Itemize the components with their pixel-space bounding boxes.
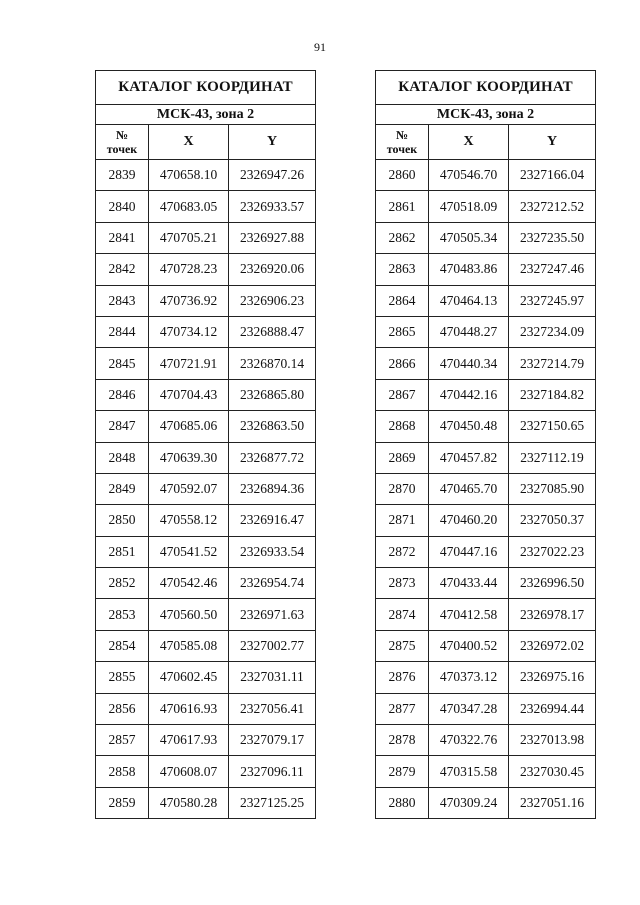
point-number-cell: 2859 — [96, 787, 149, 818]
table-row — [96, 379, 316, 410]
table-row — [376, 505, 596, 536]
y-coordinate-cell: 2327013.98 — [509, 725, 596, 756]
y-coordinate-cell: 2327212.52 — [509, 191, 596, 222]
table-row — [96, 222, 316, 253]
y-coordinate-cell: 2327125.25 — [229, 787, 316, 818]
column-header-x: X — [429, 125, 509, 160]
x-coordinate-cell: 470721.91 — [149, 348, 229, 379]
header-number-sign: № — [115, 128, 129, 142]
x-coordinate-cell: 470558.12 — [149, 505, 229, 536]
y-coordinate-cell: 2326865.80 — [229, 379, 316, 410]
x-coordinate-cell: 470347.28 — [429, 693, 509, 724]
y-coordinate-cell: 2327234.09 — [509, 316, 596, 347]
x-coordinate-cell: 470585.08 — [149, 630, 229, 661]
x-coordinate-cell: 470315.58 — [429, 756, 509, 787]
point-number-cell: 2856 — [96, 693, 149, 724]
table-row — [96, 693, 316, 724]
table-row — [96, 411, 316, 442]
table-row — [96, 348, 316, 379]
y-coordinate-cell: 2326920.06 — [229, 254, 316, 285]
table-row — [376, 693, 596, 724]
table-row — [376, 316, 596, 347]
x-coordinate-cell: 470546.70 — [429, 160, 509, 191]
point-number-cell: 2841 — [96, 222, 149, 253]
point-number-cell: 2848 — [96, 442, 149, 473]
column-header-y: Y — [509, 125, 596, 160]
y-coordinate-cell: 2327030.45 — [509, 756, 596, 787]
coordinate-catalog-table-right — [375, 70, 596, 819]
point-number-cell: 2861 — [376, 191, 429, 222]
y-coordinate-cell: 2326994.44 — [509, 693, 596, 724]
x-coordinate-cell: 470460.20 — [429, 505, 509, 536]
x-coordinate-cell: 470639.30 — [149, 442, 229, 473]
y-coordinate-cell: 2327050.37 — [509, 505, 596, 536]
point-number-cell: 2849 — [96, 473, 149, 504]
point-number-cell: 2842 — [96, 254, 149, 285]
point-number-cell: 2873 — [376, 568, 429, 599]
point-number-cell: 2857 — [96, 725, 149, 756]
x-coordinate-cell: 470541.52 — [149, 536, 229, 567]
y-coordinate-cell: 2326972.02 — [509, 630, 596, 661]
y-coordinate-cell: 2326933.57 — [229, 191, 316, 222]
x-coordinate-cell: 470483.86 — [429, 254, 509, 285]
point-number-cell: 2879 — [376, 756, 429, 787]
x-coordinate-cell: 470457.82 — [429, 442, 509, 473]
x-coordinate-cell: 470433.44 — [429, 568, 509, 599]
point-number-cell: 2846 — [96, 379, 149, 410]
y-coordinate-cell: 2326863.50 — [229, 411, 316, 442]
table-row — [376, 725, 596, 756]
y-coordinate-cell: 2326971.63 — [229, 599, 316, 630]
point-number-cell: 2875 — [376, 630, 429, 661]
table-row — [376, 222, 596, 253]
y-coordinate-cell: 2326947.26 — [229, 160, 316, 191]
header-points-label: точек — [386, 142, 418, 156]
y-coordinate-cell: 2327247.46 — [509, 254, 596, 285]
column-header-point-number — [376, 125, 429, 160]
table-row — [376, 254, 596, 285]
table-row — [376, 662, 596, 693]
point-number-cell: 2866 — [376, 348, 429, 379]
point-number-cell: 2869 — [376, 442, 429, 473]
y-coordinate-cell: 2327245.97 — [509, 285, 596, 316]
table-row — [96, 191, 316, 222]
table-row — [96, 473, 316, 504]
x-coordinate-cell: 470465.70 — [429, 473, 509, 504]
point-number-cell: 2839 — [96, 160, 149, 191]
y-coordinate-cell: 2327235.50 — [509, 222, 596, 253]
y-coordinate-cell: 2327214.79 — [509, 348, 596, 379]
table-row — [96, 725, 316, 756]
x-coordinate-cell: 470728.23 — [149, 254, 229, 285]
table-row — [376, 442, 596, 473]
y-coordinate-cell: 2326954.74 — [229, 568, 316, 599]
point-number-cell: 2874 — [376, 599, 429, 630]
column-header-x: X — [149, 125, 229, 160]
table-row — [376, 599, 596, 630]
x-coordinate-cell: 470704.43 — [149, 379, 229, 410]
y-coordinate-cell: 2327085.90 — [509, 473, 596, 504]
table-row — [96, 662, 316, 693]
x-coordinate-cell: 470412.58 — [429, 599, 509, 630]
point-number-cell: 2867 — [376, 379, 429, 410]
table-row — [376, 285, 596, 316]
x-coordinate-cell: 470309.24 — [429, 787, 509, 818]
point-number-cell: 2851 — [96, 536, 149, 567]
point-number-cell: 2871 — [376, 505, 429, 536]
point-number-cell: 2878 — [376, 725, 429, 756]
y-coordinate-cell: 2326894.36 — [229, 473, 316, 504]
table-row — [96, 160, 316, 191]
column-header-point-number — [96, 125, 149, 160]
x-coordinate-cell: 470448.27 — [429, 316, 509, 347]
y-coordinate-cell: 2327022.23 — [509, 536, 596, 567]
y-coordinate-cell: 2326978.17 — [509, 599, 596, 630]
y-coordinate-cell: 2327031.11 — [229, 662, 316, 693]
y-coordinate-cell: 2327002.77 — [229, 630, 316, 661]
table-row — [376, 473, 596, 504]
point-number-cell: 2854 — [96, 630, 149, 661]
y-coordinate-cell: 2326906.23 — [229, 285, 316, 316]
table-row — [96, 285, 316, 316]
x-coordinate-cell: 470450.48 — [429, 411, 509, 442]
point-number-cell: 2865 — [376, 316, 429, 347]
x-coordinate-cell: 470617.93 — [149, 725, 229, 756]
table-row — [96, 316, 316, 347]
header-points-label: точек — [106, 142, 138, 156]
table-subtitle: МСК-43, зона 2 — [96, 105, 316, 125]
y-coordinate-cell: 2327051.16 — [509, 787, 596, 818]
table-row — [376, 630, 596, 661]
point-number-cell: 2843 — [96, 285, 149, 316]
x-coordinate-cell: 470560.50 — [149, 599, 229, 630]
table-row — [96, 599, 316, 630]
x-coordinate-cell: 470464.13 — [429, 285, 509, 316]
table-row — [376, 348, 596, 379]
x-coordinate-cell: 470683.05 — [149, 191, 229, 222]
y-coordinate-cell: 2326888.47 — [229, 316, 316, 347]
point-number-cell: 2853 — [96, 599, 149, 630]
x-coordinate-cell: 470580.28 — [149, 787, 229, 818]
x-coordinate-cell: 470442.16 — [429, 379, 509, 410]
coordinate-catalog-table-left — [95, 70, 316, 819]
y-coordinate-cell: 2326877.72 — [229, 442, 316, 473]
x-coordinate-cell: 470440.34 — [429, 348, 509, 379]
y-coordinate-cell: 2327150.65 — [509, 411, 596, 442]
y-coordinate-cell: 2326927.88 — [229, 222, 316, 253]
x-coordinate-cell: 470685.06 — [149, 411, 229, 442]
point-number-cell: 2863 — [376, 254, 429, 285]
y-coordinate-cell: 2326933.54 — [229, 536, 316, 567]
point-number-cell: 2844 — [96, 316, 149, 347]
table-row — [96, 505, 316, 536]
table-row — [96, 787, 316, 818]
point-number-cell: 2860 — [376, 160, 429, 191]
y-coordinate-cell: 2326996.50 — [509, 568, 596, 599]
y-coordinate-cell: 2326870.14 — [229, 348, 316, 379]
point-number-cell: 2864 — [376, 285, 429, 316]
point-number-cell: 2840 — [96, 191, 149, 222]
x-coordinate-cell: 470322.76 — [429, 725, 509, 756]
table-row — [376, 191, 596, 222]
x-coordinate-cell: 470734.12 — [149, 316, 229, 347]
x-coordinate-cell: 470447.16 — [429, 536, 509, 567]
y-coordinate-cell: 2327166.04 — [509, 160, 596, 191]
table-row — [376, 787, 596, 818]
x-coordinate-cell: 470658.10 — [149, 160, 229, 191]
x-coordinate-cell: 470736.92 — [149, 285, 229, 316]
y-coordinate-cell: 2327112.19 — [509, 442, 596, 473]
table-title: КАТАЛОГ КООРДИНАТ — [96, 71, 316, 105]
point-number-cell: 2870 — [376, 473, 429, 504]
y-coordinate-cell: 2326916.47 — [229, 505, 316, 536]
point-number-cell: 2858 — [96, 756, 149, 787]
table-title: КАТАЛОГ КООРДИНАТ — [376, 71, 596, 105]
x-coordinate-cell: 470373.12 — [429, 662, 509, 693]
point-number-cell: 2862 — [376, 222, 429, 253]
x-coordinate-cell: 470602.45 — [149, 662, 229, 693]
y-coordinate-cell: 2327096.11 — [229, 756, 316, 787]
column-header-y: Y — [229, 125, 316, 160]
table-row — [96, 536, 316, 567]
header-number-sign: № — [395, 128, 409, 142]
table-row — [96, 630, 316, 661]
x-coordinate-cell: 470616.93 — [149, 693, 229, 724]
table-row — [96, 756, 316, 787]
y-coordinate-cell: 2327184.82 — [509, 379, 596, 410]
table-row — [96, 442, 316, 473]
point-number-cell: 2876 — [376, 662, 429, 693]
x-coordinate-cell: 470705.21 — [149, 222, 229, 253]
table-row — [96, 254, 316, 285]
point-number-cell: 2872 — [376, 536, 429, 567]
table-row — [376, 160, 596, 191]
x-coordinate-cell: 470542.46 — [149, 568, 229, 599]
point-number-cell: 2852 — [96, 568, 149, 599]
y-coordinate-cell: 2326975.16 — [509, 662, 596, 693]
x-coordinate-cell: 470505.34 — [429, 222, 509, 253]
page-number: 91 — [314, 40, 326, 54]
table-row — [376, 568, 596, 599]
x-coordinate-cell: 470400.52 — [429, 630, 509, 661]
y-coordinate-cell: 2327056.41 — [229, 693, 316, 724]
point-number-cell: 2868 — [376, 411, 429, 442]
x-coordinate-cell: 470592.07 — [149, 473, 229, 504]
table-row — [376, 536, 596, 567]
table-row — [96, 568, 316, 599]
point-number-cell: 2850 — [96, 505, 149, 536]
table-row — [376, 411, 596, 442]
x-coordinate-cell: 470608.07 — [149, 756, 229, 787]
point-number-cell: 2847 — [96, 411, 149, 442]
x-coordinate-cell: 470518.09 — [429, 191, 509, 222]
table-subtitle: МСК-43, зона 2 — [376, 105, 596, 125]
point-number-cell: 2877 — [376, 693, 429, 724]
table-row — [376, 756, 596, 787]
point-number-cell: 2845 — [96, 348, 149, 379]
table-row — [376, 379, 596, 410]
point-number-cell: 2855 — [96, 662, 149, 693]
point-number-cell: 2880 — [376, 787, 429, 818]
y-coordinate-cell: 2327079.17 — [229, 725, 316, 756]
